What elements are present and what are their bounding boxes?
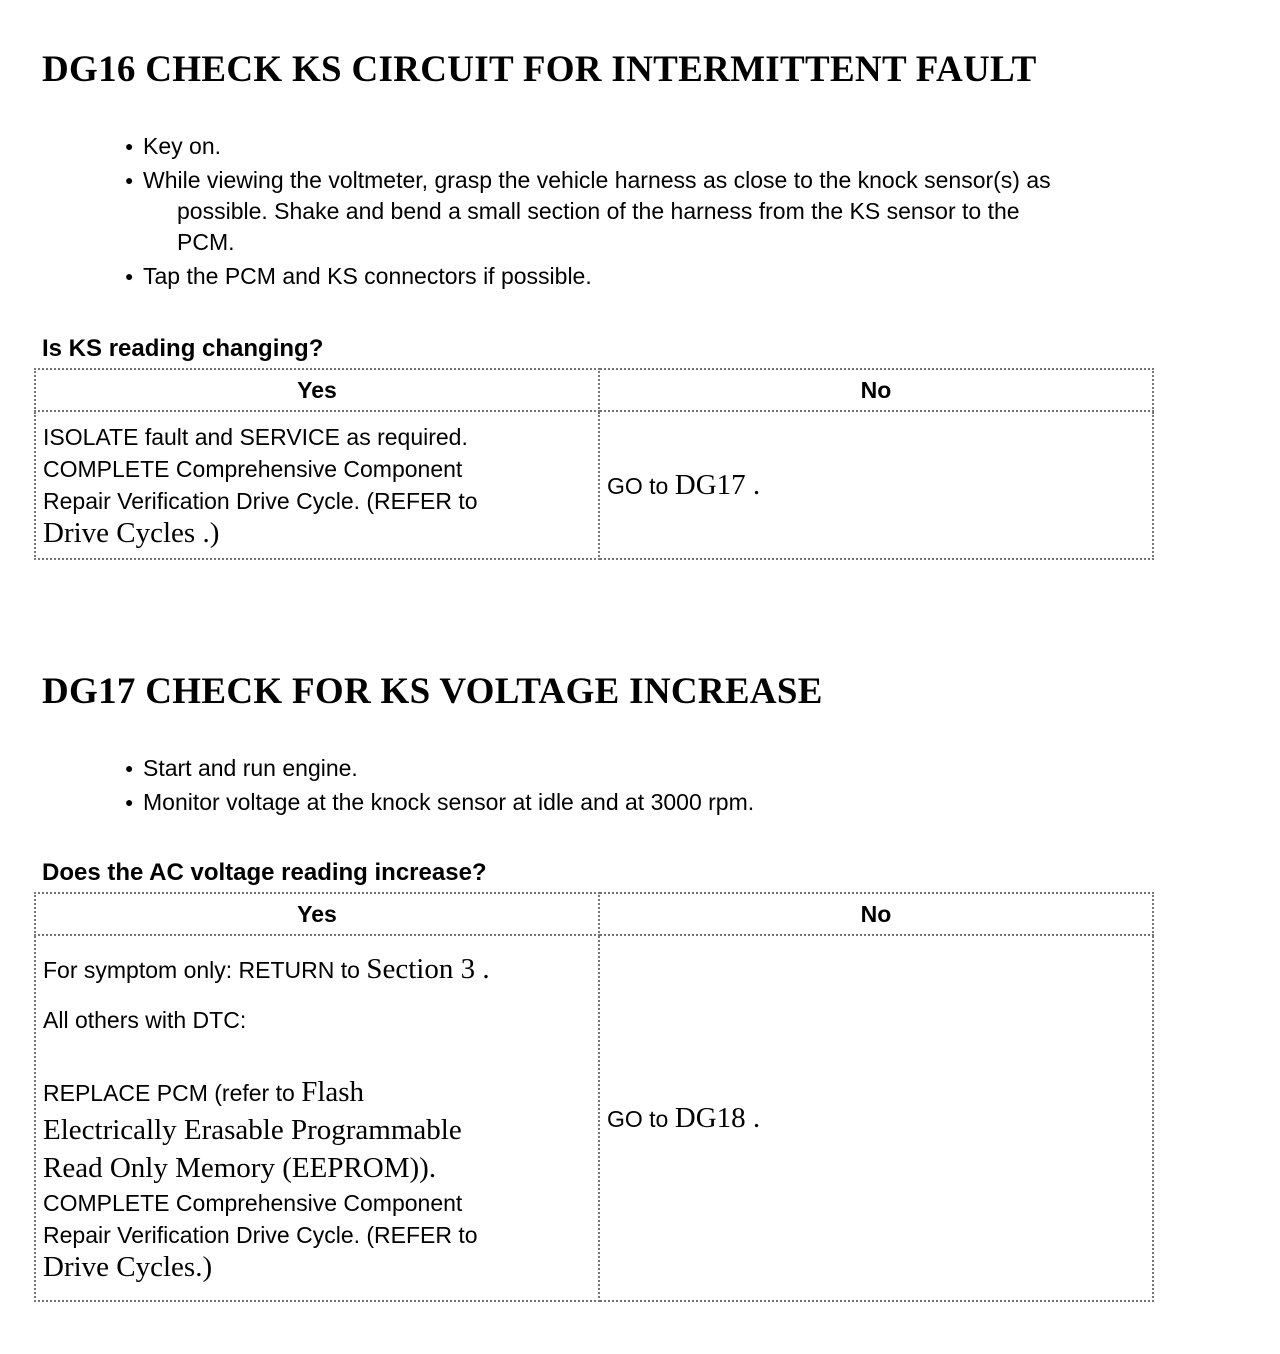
step-item: ● While viewing the voltmeter, grasp the vehicle harness as close to the knock sensor(s) as <box>125 165 1245 196</box>
drive-cycles-link[interactable]: Drive Cycles <box>43 1250 196 1283</box>
no-header: No <box>599 369 1153 411</box>
bullet-icon: ● <box>125 138 134 154</box>
table-row <box>35 935 1153 1301</box>
table-row <box>35 411 1153 559</box>
dg17-link[interactable]: DG17 <box>674 468 746 501</box>
step-list-dg17 <box>125 753 1245 821</box>
step-item-continuation: possible. Shake and bend a small section of the harness from the KS sensor to the <box>177 198 1020 224</box>
step-item-continuation: PCM. <box>177 229 235 255</box>
flash-eeprom-link-end[interactable]: Read Only Memory (EEPROM) <box>43 1151 420 1184</box>
step-item: ● Key on. <box>125 131 1245 162</box>
bullet-icon: ● <box>125 172 134 188</box>
table-header-row <box>35 893 1153 935</box>
result-table-dg16 <box>34 368 1154 560</box>
step-list-dg16 <box>125 131 1245 295</box>
no-cell: GO to DG17 . <box>599 411 1153 559</box>
bullet-icon: ● <box>125 794 134 810</box>
bullet-icon: ● <box>125 268 134 284</box>
dg18-link[interactable]: DG18 <box>674 1101 746 1134</box>
step-item: ● Start and run engine. <box>125 753 1245 784</box>
question-dg16: Is KS reading changing? <box>42 335 324 362</box>
result-table-dg17 <box>34 892 1154 1302</box>
yes-header: Yes <box>35 893 599 935</box>
section-title-dg16: DG16 CHECK KS CIRCUIT FOR INTERMITTENT FAULT <box>42 49 1037 90</box>
question-dg17: Does the AC voltage reading increase? <box>42 859 487 886</box>
section-3-link[interactable]: Section 3 <box>366 952 476 985</box>
bullet-icon: ● <box>125 760 134 776</box>
section-title-dg17: DG17 CHECK FOR KS VOLTAGE INCREASE <box>42 671 823 712</box>
yes-cell: For symptom only: RETURN to Section 3 . All others with DTC: REPLACE PCM (refer to Flash Electrically Erasable Programmable Read Only Memory (EEPROM)). COMPLETE Comprehensive Component Repair Verification Drive Cycle. (REFER to Drive Cycles.) <box>35 935 599 1301</box>
flash-eeprom-link[interactable]: Flash <box>301 1075 365 1108</box>
step-item: ● Tap the PCM and KS connectors if possible. <box>125 261 1245 292</box>
no-cell: GO to DG18 . <box>599 935 1153 1301</box>
drive-cycles-link[interactable]: Drive Cycles <box>43 516 196 549</box>
yes-header: Yes <box>35 369 599 411</box>
table-header-row <box>35 369 1153 411</box>
step-item: ● Monitor voltage at the knock sensor at idle and at 3000 rpm. <box>125 787 1245 818</box>
yes-cell: ISOLATE fault and SERVICE as required. COMPLETE Comprehensive Component Repair Verification Drive Cycle. (REFER to Drive Cycles .) <box>35 411 599 559</box>
flash-eeprom-link-cont[interactable]: Electrically Erasable Programmable <box>43 1113 462 1146</box>
no-header: No <box>599 893 1153 935</box>
